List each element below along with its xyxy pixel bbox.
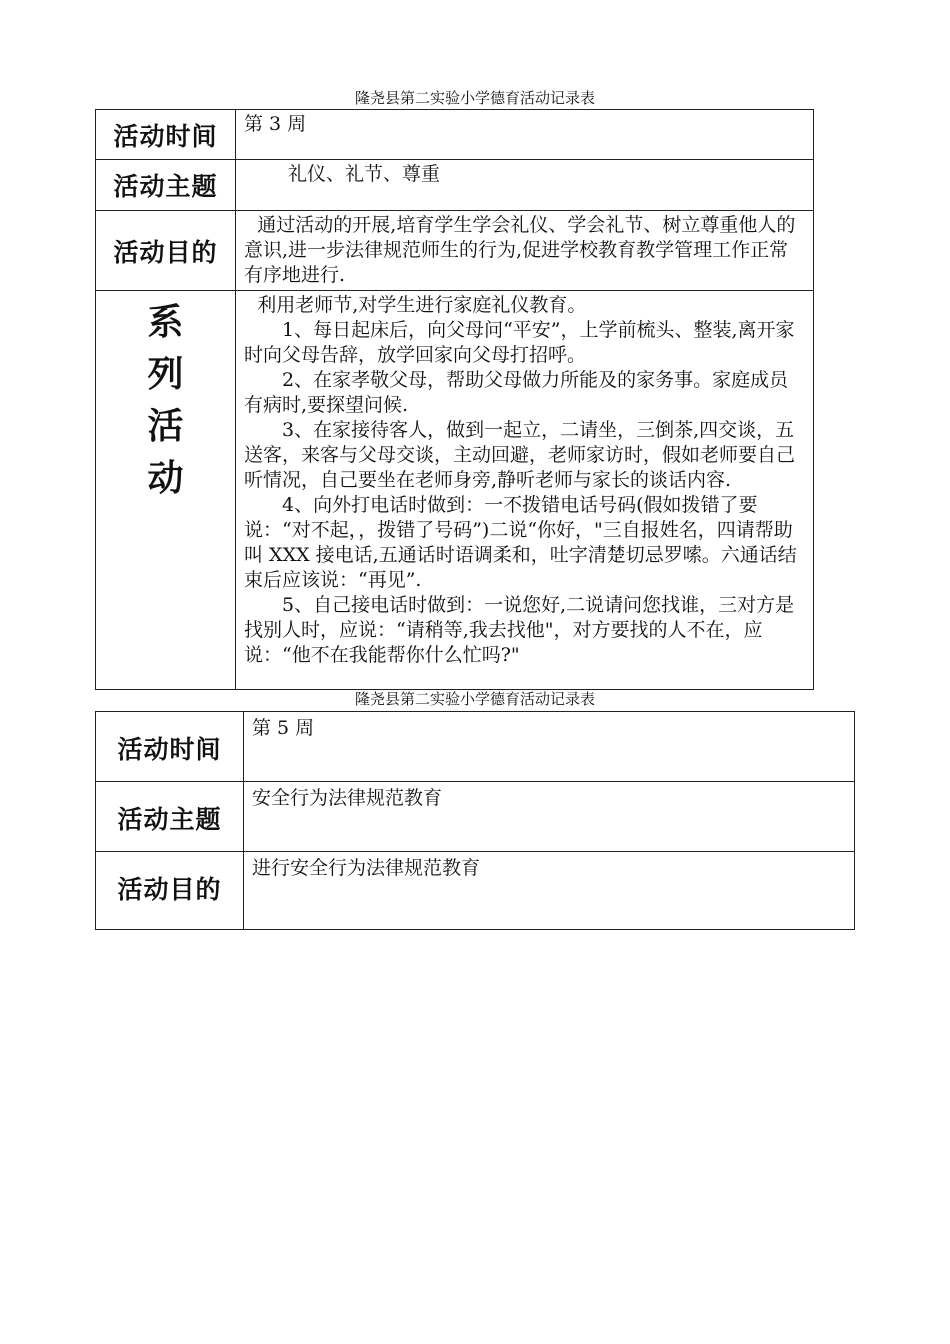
series-label-char: 活 — [147, 406, 184, 447]
purpose-text: 通过活动的开展,培育学生学会礼仪、学会礼节、树立尊重他人的意识,进一步法律规范师生的行为,促进学校教育教学管理工作正常有序地进行. — [244, 214, 796, 286]
series-intro: 利用老师节,对学生进行家庭礼仪教育。 — [257, 294, 587, 316]
purpose-value — [236, 211, 814, 291]
table2-caption: 隆尧县第二实验小学德育活动记录表 — [354, 690, 595, 708]
time-label: 活动时间 — [96, 110, 236, 160]
purpose-label: 活动目的 — [96, 211, 236, 291]
series-label-char: 动 — [147, 458, 184, 499]
theme-value: 礼仪、礼节、尊重 — [236, 160, 814, 211]
series-item: 2、在家孝敬父母，帮助父母做力所能及的家务事。家庭成员有病时,要探望问候. — [244, 369, 789, 416]
series-activity-content — [236, 291, 814, 690]
purpose-value: 进行安全行为法律规范教育 — [244, 852, 855, 930]
time-value: 第 5 周 — [244, 712, 855, 782]
theme-label: 活动主题 — [96, 160, 236, 211]
record-table-week3 — [95, 109, 814, 690]
time-value: 第 3 周 — [236, 110, 814, 160]
series-item: 4、向外打电话时做到：一不拨错电话号码(假如拨错了要说：“对不起，，拨错了号码”)二说“你好，"三自报姓名，四请帮助叫 XXX 接电话,五通话时语调柔和，吐字清楚切忌罗嗦。六通话结束后应该说：“再见”. — [244, 494, 797, 591]
series-item: 1、每日起床后，向父母问“平安”，上学前梳头、整装,离开家时向父母告辞，放学回家向父母打招呼。 — [244, 319, 795, 366]
series-label-char: 列 — [147, 354, 184, 395]
series-item: 5、自己接电话时做到：一说您好,二说请问您找谁，三对方是找别人时，应说：“请稍等,我去找他"，对方要找的人不在，应说：“他不在我能帮你什么忙吗?" — [244, 594, 795, 666]
record-table-week5 — [95, 711, 855, 930]
series-item: 3、在家接待客人，做到一起立，二请坐，三倒茶,四交谈，五送客，来客与父母交谈，主动回避，老师家访时，假如老师要自己听情况，自己要坐在老师身旁,静听老师与家长的谈话内容. — [244, 419, 796, 491]
theme-value: 安全行为法律规范教育 — [244, 782, 855, 852]
time-label: 活动时间 — [96, 712, 244, 782]
theme-label: 活动主题 — [96, 782, 244, 852]
purpose-label: 活动目的 — [96, 852, 244, 930]
series-label-char: 系 — [147, 302, 184, 343]
table1-caption: 隆尧县第二实验小学德育活动记录表 — [354, 89, 595, 107]
series-activity-label — [96, 291, 236, 690]
